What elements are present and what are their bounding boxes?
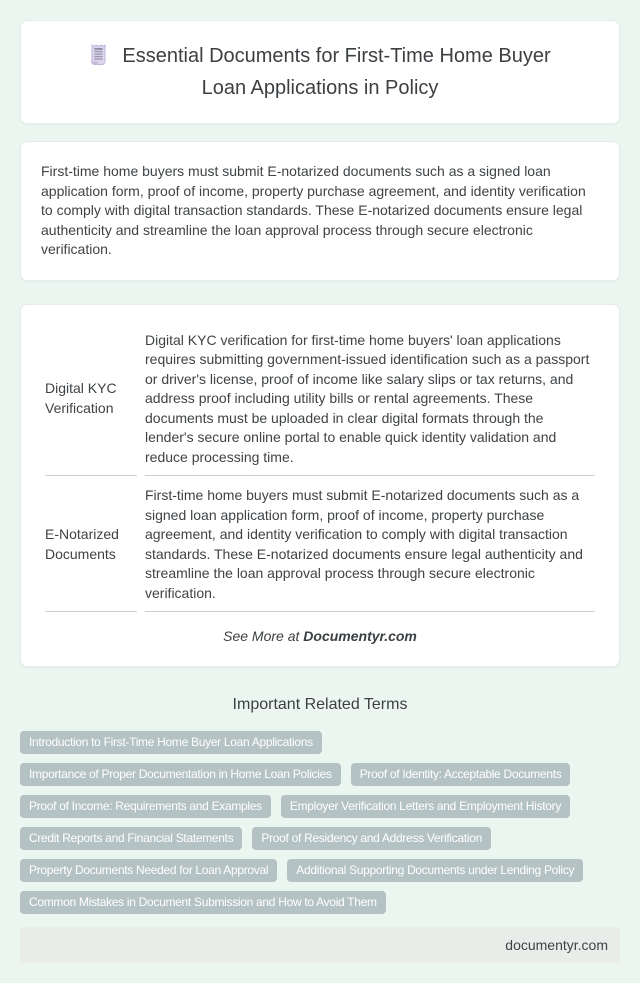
- related-term-pill[interactable]: Importance of Proper Documentation in Home Loan Policies: [20, 763, 341, 786]
- receipt-icon: [89, 43, 108, 74]
- see-more-brand: Documentyr.com: [303, 628, 417, 644]
- glossary-definition: First-time home buyers must submit E-notarized documents such as a signed loan application form, proof of income, property purchase agreement, and identity verification to comply with digital transaction standards. These E-notarized documents ensure legal authenticity and streamline the loan approval process through secure electronic verification.: [145, 476, 595, 612]
- page-title: [70, 42, 570, 102]
- see-more-line: [37, 628, 603, 644]
- glossary-definition: Digital KYC verification for first-time home buyers' loan applications requires submitting government-issued identification such as a passport or driver's license, proof of income like salary slips or tax returns, and address proof including utility bills or rental agreements. These documents must be uploaded in clear digital formats through the lender's secure online portal to enable quick identity validation and reduce processing time.: [145, 321, 595, 477]
- related-term-pill[interactable]: Proof of Identity: Acceptable Documents: [351, 763, 571, 786]
- see-more-prefix: See More at: [223, 628, 304, 644]
- related-terms-heading: Important Related Terms: [232, 696, 408, 713]
- footer-bar: [20, 927, 620, 963]
- related-term-pill[interactable]: Credit Reports and Financial Statements: [20, 827, 242, 850]
- footer-site-text: documentyr.com: [505, 937, 608, 953]
- related-term-pill[interactable]: Introduction to First-Time Home Buyer Loan Applications: [20, 731, 322, 754]
- related-term-pill[interactable]: Proof of Residency and Address Verification: [252, 827, 491, 850]
- table-row: [45, 476, 595, 612]
- glossary-table: [37, 321, 603, 613]
- related-term-pill[interactable]: Employer Verification Letters and Employment History: [281, 795, 570, 818]
- title-card: [20, 20, 620, 124]
- intro-card: [20, 141, 620, 281]
- page-title-text: Essential Documents for First-Time Home Buyer Loan Applications in Policy: [122, 45, 551, 99]
- related-term-pill[interactable]: Common Mistakes in Document Submission and How to Avoid Them: [20, 891, 386, 914]
- glossary-term: E-Notarized Documents: [45, 476, 137, 612]
- intro-text: First-time home buyers must submit E-notarized documents such as a signed loan application form, proof of income, property purchase agreement, and identity verification to comply with digital transaction standards. These E-notarized documents ensure legal authenticity and streamline the loan approval process through secure electronic verification.: [41, 163, 586, 257]
- glossary-card: [20, 304, 620, 668]
- related-term-pill[interactable]: Additional Supporting Documents under Lending Policy: [287, 859, 583, 882]
- table-row: [45, 321, 595, 477]
- related-terms-list: [20, 731, 620, 914]
- related-term-pill[interactable]: Property Documents Needed for Loan Approval: [20, 859, 277, 882]
- related-term-pill[interactable]: Proof of Income: Requirements and Examples: [20, 795, 271, 818]
- glossary-term: Digital KYC Verification: [45, 321, 137, 477]
